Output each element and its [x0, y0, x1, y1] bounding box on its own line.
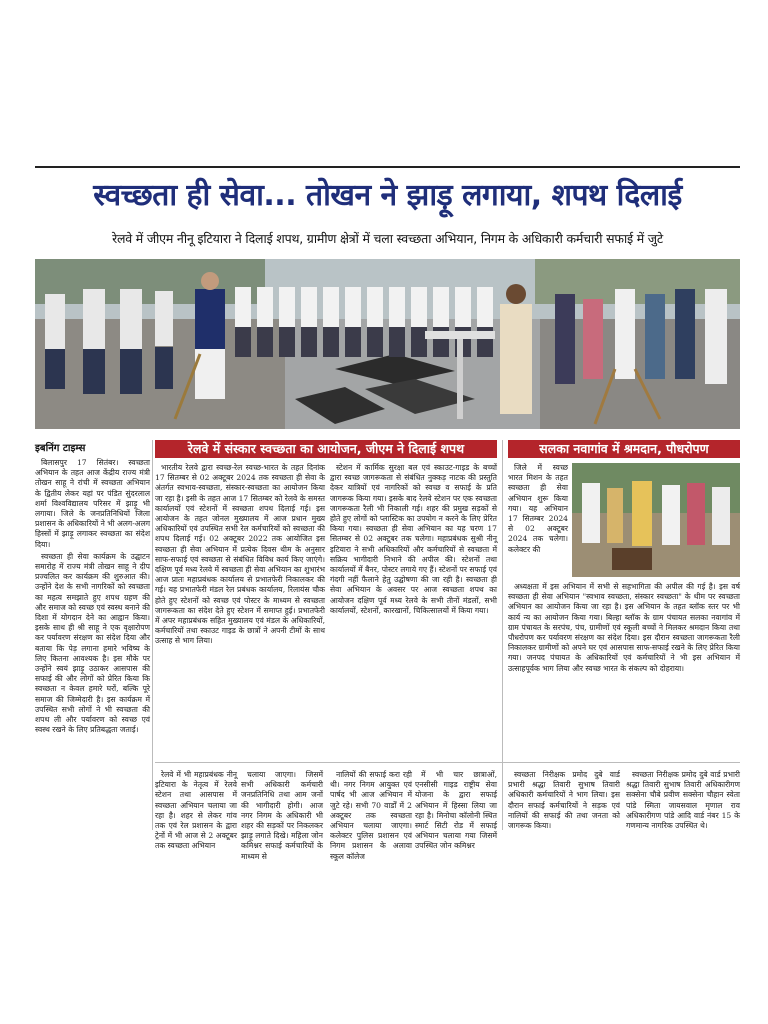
column-divider [502, 440, 503, 830]
article-paragraph: नालियों की सफाई करा रही थी। नगर निगम आयुक्त एवं पार्षद भी आज अभियान में जुटे रहे। सभी 70 वार्डों में 2 अक्टूबर तक स्वच्छता अभियान चलाया जाएगा। कलेक्टर पुलिस प्रशासन एवं निगम प्रशासन के अलावा स्कूल कॉलेज [330, 770, 412, 861]
article-paragraph: बिलासपुर 17 सितंबर। स्वच्छता अभियान के तहत आज केंद्रीय राज्य मंत्री तोखन साहू ने रांची में स्वच्छता अभियान के द्वितीय लेकर यहां पर पंडित सुंदरलाल शर्मा विश्वविद्यालय परिसर में झाड़ू भी लगाया। जिले के जनप्रतिनिधियों जिला प्रशासन के अधिकारियों ने भी अलग-अलग हिस्सों में झाड़ू लगाकर स्वच्छता का संदेश दिया। [35, 458, 150, 549]
article-paragraph: स्वच्छता ही सेवा कार्यक्रम के उद्घाटन समारोह में राज्य मंत्री तोखन साहू ने दीप प्रज्वलित कर कार्यक्रम की शुरुआत की। उन्होंने देश के सभी नागरिकों को स्वच्छता का महत्व समझाते हुए शपथ ग्रहण की और समाज को स्वच्छ एवं स्वस्थ बनाने की दिशा में योगदान देने का आह्वान किया। इसके साथ ही श्री साहू ने एक वृक्षारोपण कर पर्यावरण संरक्षण का संदेश दिया और बताया कि पेड़ लगाना हमारे भविष्य के लिए कितना आवश्यक है। इस मौके पर उन्होंने स्वयं झाड़ू उठाकर आसपास की सफाई की और लोगों को प्रेरित किया कि स्वच्छता न केवल हमारे घरों, बल्कि पूरे समाज की जिम्मेदारी है। इस कार्यक्रम में उपस्थित सभी लोगों ने भी स्वच्छता की शपथ ली और पर्यावरण को स्वच्छ एवं स्वस्थ रखने के लिए प्रतिबद्धता जताई। [35, 551, 150, 735]
page-headline: स्वच्छता ही सेवा... तोखन ने झाड़ू लगाया, शपथ दिलाई [93, 178, 682, 213]
article-column-lower-5 [508, 770, 620, 830]
article-paragraph: चलाया जाएगा। जिसमें सभी अधिकारी कर्मचारी जनप्रतिनिधि तथा आम जनों की भागीदारी होगी। आज नगर निगम के अधिकारी भी शहर की सड़कों पर निकलकर झाड़ू लगाते दिखे। महिला जोन कमिश्नर सफाई कर्मचारियों के माध्यम से [241, 770, 323, 861]
article-paragraph: भारतीय रेलवे द्वारा स्वच्छ-रेल स्वच्छ-भारत के तहत दिनांक 17 सितम्बर से 02 अक्टूबर 2024 तक स्वच्छता ही सेवा के अंतर्गत स्वभाव-स्वच्छता, संस्कार-स्वच्छता का आयोजन किया जा रहा है। इसी के तहत आज 17 सितम्बर को रेलवे के समस्त कार्यालयों एवं स्टेशनों में स्वच्छता शपथ दिलाई गई। इस आयोजन के तहत जोनल मुख्यालय में आज प्रधान मुख्य अधिकारियों एवं उपस्थित सभी रेल कर्मचारियों को स्वच्छता की शपथ दिलाई गई। 02 अक्टूबर 2022 तक आयोजित इस स्वच्छता ही सेवा अभियान में प्रत्येक दिवस थीम के अनुसार साफ-सफाई एवं स्वच्छता से संबंधित विविध कार्य किए जाएंगे। दक्षिण पूर्व मध्य रेलवे में स्वच्छता ही सेवा अभियान का शुभारंभ आज प्रातः महाप्रबंधक कार्यालय से प्रभातफेरी निकालकर की गई। यह प्रभातफेरी मंडल रेल प्रबंधक कार्यालय, रिलायंस चौक होते हुए स्टेशनों को स्वच्छ एवं पोस्टर के माध्यम से स्वच्छता जागरूकता का संदेश देते हुए स्टेशन में समाप्त हुई। प्रभातफेरी में अपर महाप्रबंधक सहित मुख्यालय एवं मंडल के अधिकारियों, कर्मचारियों तथा स्काउट गाइड के छात्रों ने अपनी टीमों के साथ उत्साह से भाग लिया। [155, 463, 325, 646]
column-divider [152, 440, 153, 830]
article-paragraph: स्वच्छता निरीक्षक प्रमोद दुबे वार्ड प्रभारी श्रद्धा तिवारी सुभाष तिवारी अधिकारी कर्मचारियों ने भाग लिया। इस दौरान सफाई कर्मचारियों ने सड़क एवं नालियों की सफाई की तथा जनता को जागरूक किया। [508, 770, 620, 831]
article-paragraph: जिले में स्वच्छ भारत मिशन के तहत स्वच्छता ही सेवा अभियान शुरू किया गया। यह अभियान 17 सितम्बर 2024 से 02 अक्टूबर 2024 तक चलेगा। कलेक्टर की [508, 463, 568, 554]
article-column-lower-6 [626, 770, 740, 830]
article-column-lower-2 [241, 770, 323, 861]
article-paragraph: रेलवे में भी महाप्रबंधक नीनू इटियारा के नेतृत्व में रेलवे स्टेशन तथा आसपास में स्वच्छता अभियान चलाया जा रहा है। शहर से लेकर गांव तक एवं रेल प्रशासन के द्वारा ट्रेनों में भी आज से 2 अक्टूबर तक स्वच्छता अभियान [155, 770, 237, 851]
byline: इबनिंग टाइम्स [35, 443, 86, 454]
section-heading-nawagaon: सलका नवागांव में श्रमदान, पौधरोपण [508, 440, 740, 458]
article-column-5 [508, 582, 740, 752]
article-column-lower-4 [415, 770, 497, 851]
article-column-3 [330, 463, 497, 753]
article-paragraph: अध्यक्षता में इस अभियान में सभी से सहभागिता की अपील की गई है। इस वर्ष स्वच्छता ही सेवा अभियान "स्वभाव स्वच्छता, संस्कार स्वच्छता" के थीम पर स्वच्छता अभियान का आयोजन किया जा रहा है। इस अभियान के तहत ब्लॉक स्तर पर भी कार्य न्य का आयोजन किया गया। बिल्हा ब्लॉक के ग्राम पंचायत सलका नवागांव में ग्राम पंचायत के सरपंच, पंच, ग्रामीणों एवं स्कूली बच्चों ने मिलकर श्रमदान किया तथा पौधरोपण कर पर्यावरण संरक्षण का संदेश दिया। इस दौरान स्वच्छता जागरूकता रैली निकालकर ग्रामीणों को अपने घर एवं आसपास साफ-सफाई रखने के लिए प्रेरित किया गया। जनपद पंचायत के अधिकारियों एवं कर्मचारियों ने भी इस अभियान में उत्साहपूर्वक भाग लिया और स्वच्छ भारत के संकल्प को दोहराया। [508, 582, 740, 673]
article-column-4 [508, 463, 568, 581]
top-rule [35, 166, 740, 168]
article-column-2 [155, 463, 325, 753]
article-column-1 [35, 458, 150, 830]
article-paragraph: स्टेशन में कार्मिक सुरक्षा बल एवं स्काउट-गाइड के बच्चों द्वारा स्वच्छ जागरूकता से संबंधित नुक्कड़ नाटक की प्रस्तुति देकर यात्रियों एवं नागरिकों को स्वच्छ व सफाई के प्रति जागरूक किया गया। इसके बाद रेलवे स्टेशन पर एक स्वच्छता जागरूकता रैली भी निकाली गई। शहर की प्रमुख सड़कों से होते हुए लोगों को प्लास्टिक का उपयोग न करने के लिए प्रेरित किया गया। स्वच्छता ही सेवा अभियान का यह चरण 17 सितम्बर से 02 अक्टूबर तक चलेगा। महाप्रबंधक सुश्री नीनू इटियारा ने सभी अधिकारियों और कर्मचारियों से स्वच्छता में सक्रिय भागीदारी निभाने की अपील की। स्टेशनों तथा कार्यालयों में बैनर, पोस्टर लगाये गए हैं। स्टेशनों पर सफाई एवं गंदगी नहीं फैलाने हेतु उद्घोषणा की जा रही है। स्वच्छता ही सेवा अभियान के अवसर पर आज स्वच्छता शपथ का आयोजन दक्षिण पूर्व मध्य रेलवे के सभी तीनों मंडलों, सभी कार्यालयों, स्टेशनों, कारखानों, चिकित्सालयों में किया गया। [330, 463, 497, 615]
page-subheadline: रेलवे में जीएम नीनू इटियारा ने दिलाई शपथ, ग्रामीण क्षेत्रों में चला स्वच्छता अभियान, निगम के अधिकारी कर्मचारी सफाई में जुटे [112, 231, 663, 246]
lead-photo-strip [35, 259, 740, 429]
article-column-lower-1 [155, 770, 237, 851]
article-paragraph: स्वच्छता निरीक्षक प्रमोद दुबे वार्ड प्रभारी श्रद्धा तिवारी सुभाष तिवारी अधिकारीगण सक्सेना चौबे प्रवीण सक्सेना चौहान स्वेता पांडे स्मिता जायसवाल मृणाल राव अधिकारीगण पांडे आदि वार्ड नंबर 15 के गणमान्य नागरिक उपस्थित थे। [626, 770, 740, 831]
nawagaon-photo [572, 463, 740, 577]
article-paragraph: में भी चार छात्राओं, एनसीसी गाइड राष्ट्रीय सेवा योजना के द्वारा सफाई अभियान में हिस्सा लिया जा रहा है। मिनोचा कॉलोनी स्थित स्मार्ट सिटी रोड में सफाई अभियान चलाया गया जिसमें उपस्थित जोन कमिश्नर [415, 770, 497, 851]
article-column-lower-3 [330, 770, 412, 861]
section-heading-railway: रेलवे में संस्कार स्वच्छता का आयोजन, जीएम ने दिलाई शपथ [155, 440, 497, 458]
row-divider [155, 762, 740, 763]
